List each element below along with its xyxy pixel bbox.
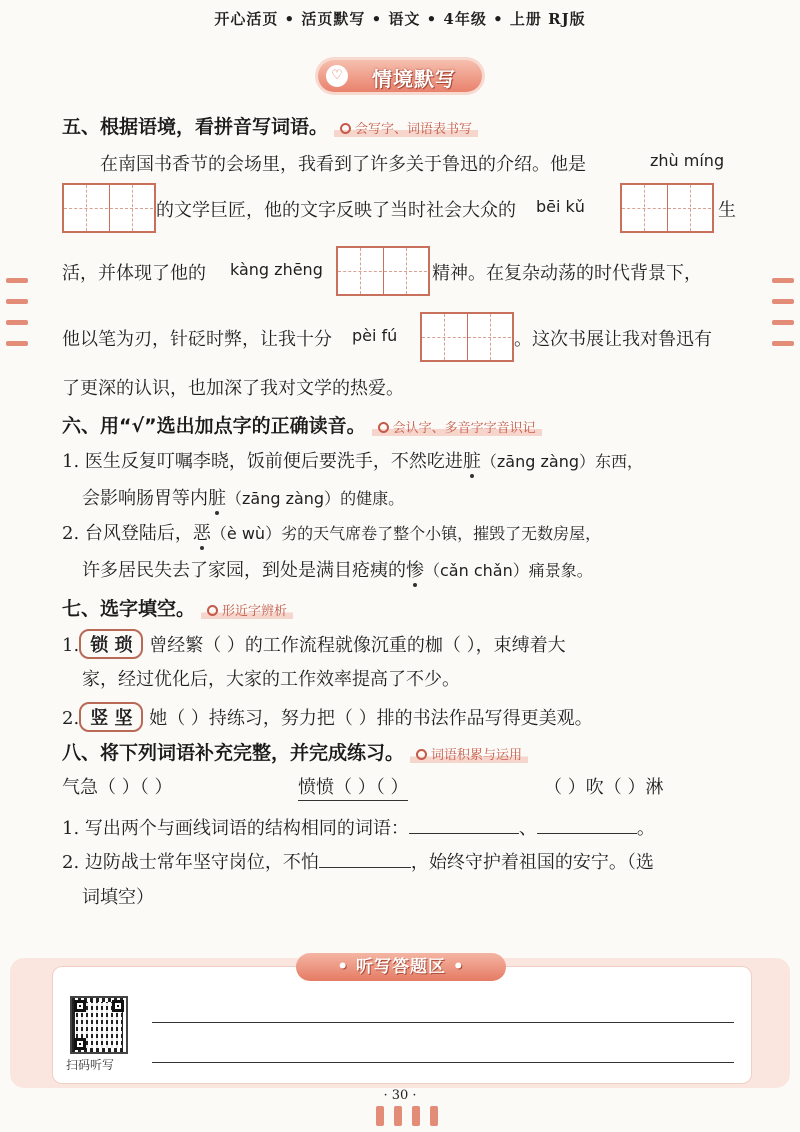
s5-line-3b: 精神。在复杂动荡的时代背景下，	[432, 263, 702, 284]
s7-q2-line-1: 2. 竖 坚 她（ ）持练习，努力把（ ）排的书法作品写得更美观。	[62, 702, 593, 732]
s5-line-4b: 。这次书展让我对鲁迅有	[514, 329, 712, 350]
pinyin-kangzheng: kàng zhēng	[230, 260, 323, 279]
s6-q2-line-2: 许多居民失去了家园，到处是满目疮痍的惨（cǎn chǎn）痛景象。	[82, 560, 593, 581]
answer-blank-2	[537, 833, 637, 834]
s5-line-2a: 的文学巨匠，他的文字反映了当时社会大众的	[156, 200, 516, 221]
s8-word-1: 气急（ ）（ ）	[62, 777, 173, 798]
banner-title: 情境默写	[372, 67, 456, 91]
pinyin-beiku: bēi kǔ	[536, 197, 585, 216]
section-7-tip: 形近字辨析	[201, 604, 293, 619]
qr-code[interactable]	[70, 996, 128, 1054]
pinyin-zhuming: zhù míng	[650, 151, 725, 170]
section-5-heading: 五、根据语境，看拼音写词语。 会写字、词语表书写	[62, 112, 478, 139]
s8-q2-line-2: 词填空）	[82, 887, 154, 908]
section-7-heading: 七、选字填空。 形近字辨析	[62, 594, 293, 621]
writing-line-2[interactable]	[152, 1062, 734, 1063]
choice-pill-1: 锁 琐	[79, 629, 143, 659]
pinyin-peifu: pèi fú	[352, 326, 398, 345]
s8-word-2-underlined: 愤愤（ ）（ ）	[298, 773, 408, 801]
section-6-heading: 六、用“√”选出加点字的正确读音。 会认字、多音字字音识记	[62, 411, 542, 438]
s5-line-3a: 活，并体现了他的	[62, 263, 206, 284]
answer-box[interactable]	[52, 966, 752, 1084]
section-banner	[318, 60, 482, 92]
write-box-2[interactable]	[620, 183, 714, 233]
s5-line-1: 在南国书香节的会场里，我看到了许多关于鲁迅的介绍。他是	[100, 154, 586, 175]
tip-icon	[207, 605, 218, 616]
s5-line-2b: 生	[718, 200, 736, 221]
section-5-tip: 会写字、词语表书写	[334, 122, 478, 137]
s7-q1-line-1: 1. 锁 琐 曾经繁（ ）的工作流程就像沉重的枷（ ），束缚着大	[62, 629, 566, 659]
answer-area-banner: • 听写答题区 •	[296, 953, 506, 981]
write-box-3[interactable]	[336, 246, 430, 296]
write-box-1[interactable]	[62, 183, 156, 233]
section-8-tip: 词语积累与运用	[410, 748, 528, 763]
s6-q1-line-1: 1. 医生反复叮嘱李晓，饭前便后要洗手，不然吃进脏（zāng zàng）东西，	[62, 451, 643, 472]
page-header: 开心活页 • 活页默写 • 语文 • 4年级 • 上册 RJ版	[214, 10, 586, 28]
s8-q2-line-1: 2. 边防战士常年坚守岗位，不怕 ，始终守护着祖国的安宁。（选	[62, 852, 654, 873]
heart-icon: ♡	[326, 65, 348, 87]
section-8-heading: 八、将下列词语补充完整，并完成练习。 词语积累与运用	[62, 738, 528, 765]
right-side-tabs	[772, 278, 794, 346]
s6-q1-line-2: 会影响肠胃等内脏（zāng zàng）的健康。	[82, 488, 405, 509]
tip-icon	[378, 422, 389, 433]
write-box-4[interactable]	[420, 312, 514, 362]
tip-icon	[416, 749, 427, 760]
answer-blank-1	[409, 833, 519, 834]
left-side-tabs	[6, 278, 28, 346]
s8-word-3: （ ）吹（ ）淋	[544, 777, 664, 798]
writing-line-1[interactable]	[152, 1022, 734, 1023]
s7-q1-line-2: 家，经过优化后，大家的工作效率提高了不少。	[82, 669, 460, 690]
answer-blank-3	[319, 867, 411, 868]
page-number: · 30 ·	[383, 1088, 417, 1103]
s5-line-4a: 他以笔为刃，针砭时弊，让我十分	[62, 329, 332, 350]
s5-line-5: 了更深的认识，也加深了我对文学的热爱。	[62, 378, 404, 399]
s6-q2-line-1: 2. 台风登陆后，恶（è wù）劣的天气席卷了整个小镇，摧毁了无数房屋，	[62, 523, 602, 544]
section-6-tip: 会认字、多音字字音识记	[372, 421, 542, 436]
tip-icon	[340, 123, 351, 134]
choice-pill-2: 竖 坚	[79, 702, 143, 732]
bottom-tabs	[376, 1106, 448, 1130]
qr-caption: 扫码听写	[66, 1058, 115, 1072]
s8-q1: 1. 写出两个与画线词语的结构相同的词语： 、 。	[62, 818, 655, 839]
